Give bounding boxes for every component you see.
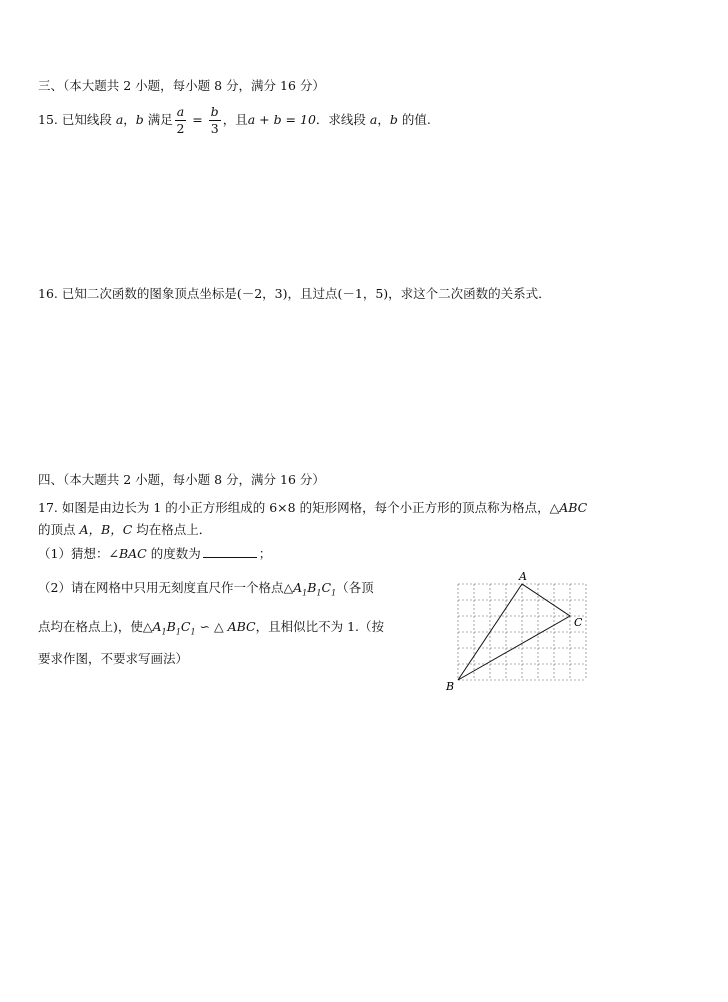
q15-tail-2: 的值. xyxy=(397,112,431,127)
q15-var-b: b xyxy=(135,112,144,127)
vertex-letter: C xyxy=(321,580,332,595)
vertex-label-b: B xyxy=(446,680,455,693)
vertex-subscript: 1 xyxy=(190,627,196,637)
q15-fraction-b-over-3 xyxy=(209,104,221,137)
q17-angle-bac: BAC xyxy=(118,546,147,561)
q17-vertices-pre: 的顶点 xyxy=(38,522,80,537)
question-17-part-2-line-2 xyxy=(38,619,384,641)
q15-equals: = xyxy=(188,112,207,127)
vertex-letter: C xyxy=(180,619,191,634)
q17-part1-end: ； xyxy=(258,546,272,561)
fraction-denominator: 3 xyxy=(210,121,219,136)
question-16: 16. 已知二次函数的图象顶点坐标是(－2，3)，且过点(－1，5)，求这个二次函数的关系式． xyxy=(38,286,551,301)
q17-tri-abc: ABC xyxy=(227,619,256,634)
q17-intro: 17. 如图是由边长为 1 的小正方形组成的 6×8 的矩形网格，每个小正方形的顶点称为格点， xyxy=(38,500,550,515)
q15-fraction-a-over-2 xyxy=(175,104,186,137)
question-15 xyxy=(38,102,431,138)
question-17-line-1 xyxy=(38,500,587,516)
answer-blank xyxy=(203,545,257,558)
q17-tri-a1 xyxy=(293,580,337,598)
vertex-letter: A xyxy=(152,619,162,634)
vertex-subscript: 1 xyxy=(175,627,181,637)
q15-tail: ．求线段 xyxy=(315,112,370,127)
question-17-part-2-line-1 xyxy=(38,580,374,602)
fraction-numerator: b xyxy=(210,104,219,119)
q15-var-a-2: a xyxy=(369,112,378,127)
vertex-label-c: C xyxy=(574,616,583,629)
vertex-letter: A xyxy=(293,580,303,595)
q17-part1-pre: （1）猜想：∠ xyxy=(38,546,119,561)
fraction-denominator: 2 xyxy=(176,121,185,136)
vertex-label-a: A xyxy=(519,570,527,583)
vertex-subscript: 1 xyxy=(316,588,322,598)
q15-comma-2: ， xyxy=(377,112,390,127)
question-17-part-2-line-3: 要求作图，不要求写画法） xyxy=(38,651,189,666)
q15-var-a: a xyxy=(115,112,124,127)
q15-satisfy: 满足 xyxy=(143,112,173,127)
q17-part1-post: 的度数为 xyxy=(146,546,201,561)
q17-triangle-abc: △ABC xyxy=(549,500,588,515)
q17-part2-pre: （2）请在网格中只用无刻度直尺作一个格点△ xyxy=(38,580,294,595)
q15-and: ，且 xyxy=(222,112,248,127)
section-4-heading: 四、（本大题共 2 小题，每小题 8 分，满分 16 分） xyxy=(38,472,325,487)
question-17-part-1 xyxy=(38,545,271,562)
vertex-letter: B xyxy=(307,580,317,595)
q17-part2-line2-post: ，且相似比不为 1.（按 xyxy=(255,619,385,634)
vertex-subscript: 1 xyxy=(302,588,308,598)
q17-vertices: A，B，C xyxy=(79,522,133,537)
grid-triangle-figure xyxy=(440,566,600,696)
q15-comma: ， xyxy=(123,112,136,127)
vertex-subscript: 1 xyxy=(331,588,337,598)
fraction-numerator: a xyxy=(176,104,185,119)
q15-sum-expression: a + b = 10 xyxy=(247,112,316,127)
q17-part2-line2-pre: 点均在格点上)，使△ xyxy=(38,619,153,634)
vertex-letter: B xyxy=(166,619,176,634)
q15-prefix: 15. 已知线段 xyxy=(38,112,116,127)
vertex-subscript: 1 xyxy=(161,627,167,637)
question-17-line-2 xyxy=(38,522,211,538)
section-3-heading: 三、（本大题共 2 小题，每小题 8 分，满分 16 分） xyxy=(38,78,325,93)
q17-tri-a1b1c1 xyxy=(152,619,196,637)
grid-lines xyxy=(458,584,586,680)
q17-vertices-post: 均在格点上． xyxy=(132,522,212,537)
q15-var-b-2: b xyxy=(389,112,398,127)
q17-part2-post: （各顶 xyxy=(336,580,374,595)
similar-symbol: ∽ △ xyxy=(195,619,228,634)
